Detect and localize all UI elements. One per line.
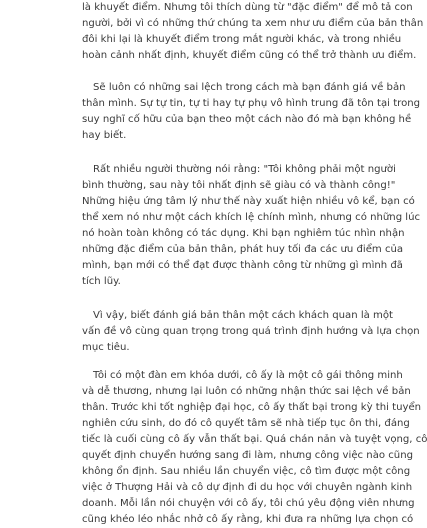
text-line: là khuyết điểm. Nhưng tôi thích dùng từ "đặc điểm" để mô tả con (82, 2, 413, 13)
text-line: thân mình. Sự tự tin, tự ti hay tự phụ vô hình trung đã tôn tại trong (82, 98, 421, 109)
text-line: Rất nhiều người thường nói rằng: "Tôi không phải một người (93, 164, 396, 175)
paragraph-2 (82, 80, 421, 144)
text-line: đôi khi lại là khuyết điểm trong mắt người khác, và trong nhiều (82, 34, 402, 45)
text-line: Sẽ luôn có những sai lệch trong cách mà bạn đánh giá về bản (93, 82, 406, 93)
text-line: hay biết. (82, 130, 127, 141)
text-line: nghiên cứu sinh, do đó cô quyết tâm sẽ nhà tiếp tục ôn thi, đáng (82, 418, 410, 429)
text-line: người, bởi vì có những thứ chúng ta xem như ưu điểm của bản thân (82, 18, 424, 29)
text-line: vấn đề vô cùng quan trọng trong quá trình định hướng và lựa chọn (82, 326, 420, 337)
text-line: những đặc điểm của bản thân, phát huy tối đa các ưu điểm của (82, 244, 404, 255)
text-line: tiếc là cuối cùng cô ấy vẫn thất bại. Quá chán nản và tuyệt vọng, cô (82, 434, 427, 445)
text-line: và dễ thương, nhưng lại luôn có những nhận thức sai lệch về bản (82, 386, 411, 397)
text-line: suy nghĩ cố hữu của bạn theo một cách nào đó mà bạn không hề (82, 114, 412, 125)
text-line: tích lũy. (82, 276, 121, 287)
text-line: mình, bạn mới có thể đạt được thành công từ những gì mình đã (82, 260, 403, 271)
text-line: mục tiêu. (82, 342, 130, 353)
text-line: thân. Trước khi tốt nghiệp đại học, cô ấy thất bại trong kỳ thi tuyển (82, 402, 422, 413)
text-line: hoàn cảnh nhất định, khuyết điểm cũng có thể trở thành ưu điểm. (82, 50, 417, 61)
text-line: Tôi có một đàn em khóa dưới, cô ấy là một cô gái thông minh (93, 370, 403, 381)
text-line: doanh. Mỗi lần nói chuyện với cô ấy, tôi chú yêu động viên nhưng (82, 498, 415, 509)
text-line: thể xem nó như một cách khích lệ chính mình, nhưng có những lúc (82, 212, 421, 223)
text-line: việc ở Thượng Hải và cô dự định đi du học với chuyên ngành kinh (82, 482, 413, 493)
paragraph-1 (82, 0, 424, 64)
paragraph-5 (82, 368, 427, 528)
paragraph-4 (82, 308, 420, 356)
text-line: nó hoàn toàn không có tác dụng. Khi bạn nghiêm túc nhìn nhận (82, 228, 405, 239)
text-line: bình thường, sau này tôi nhất định sẽ giàu có và thành công!" (82, 180, 396, 191)
text-line: quyết định chuyển hướng sang đi làm, nhưng công việc nào cũng (82, 450, 414, 461)
paragraph-3 (82, 162, 421, 290)
text-line: Vì vậy, biết đánh giá bản thân một cách khách quan là một (93, 310, 394, 321)
text-line: cũng khéo léo nhắc nhở cô ấy rằng, khi đưa ra những lựa chọn có (82, 514, 414, 525)
text-line: Những hiệu ứng tâm lý như thế này xuất hiện nhiều vô kể, bạn có (82, 196, 415, 207)
text-line: không ổn định. Sau nhiều lần chuyển việc, cô tìm được một công (82, 466, 411, 477)
